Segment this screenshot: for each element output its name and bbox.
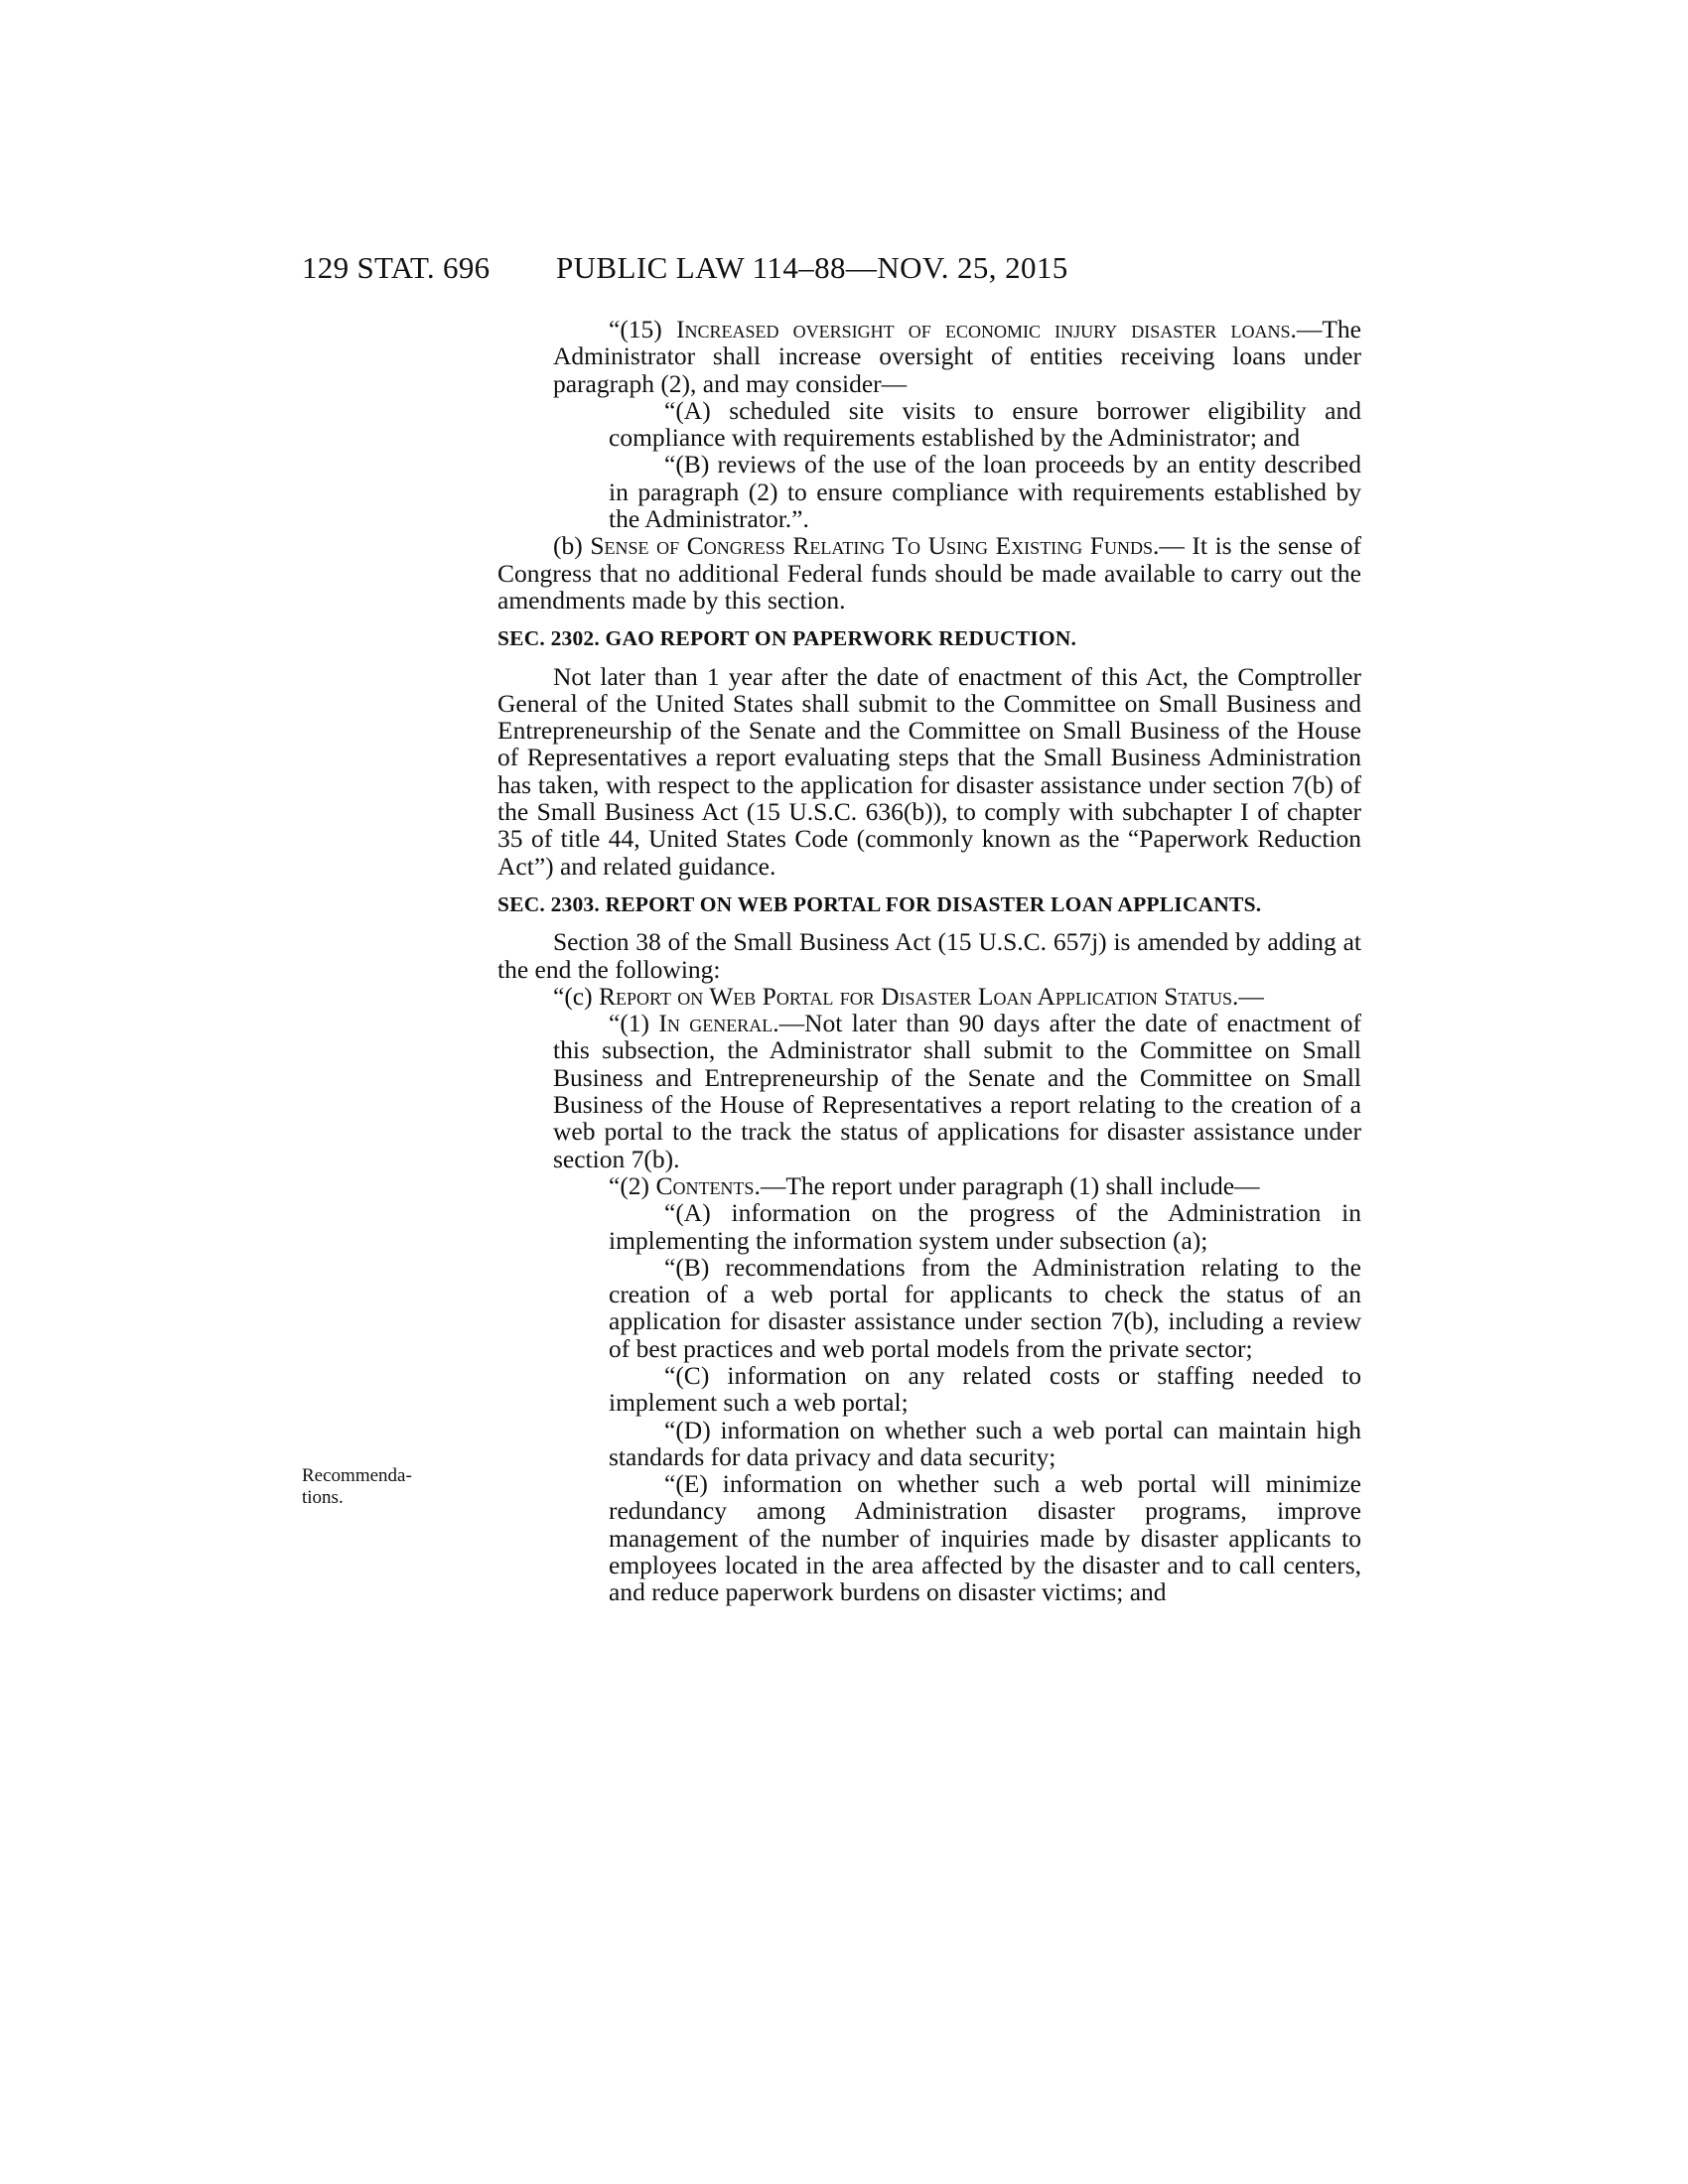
page-header bbox=[0, 250, 1688, 290]
paragraph-15-title: Increased oversight of economic injury disaster loans. bbox=[675, 315, 1297, 343]
subsection-c-title: Report on Web Portal for Disaster Loan Application Status. bbox=[599, 981, 1239, 1011]
paragraph-15 bbox=[497, 316, 1361, 397]
paragraph-c-1-number: “(1) bbox=[609, 1009, 659, 1038]
paragraph-c-2-a: “(A) information on the progress of the Administration in implementing the information system under subsection (a); bbox=[609, 1198, 1361, 1255]
subsection-b bbox=[497, 532, 1361, 614]
paragraph-c-2-b: “(B) recommendations from the Administration relating to the creation of a web portal for applicants to check the status of an application for disaster assistance under section 7(b), including a review of best practices and web portal models from the private sector; bbox=[609, 1252, 1361, 1363]
paragraph-c-2-c: “(C) information on any related costs or staffing needed to implement such a web portal; bbox=[609, 1360, 1361, 1418]
paragraph-c-1-title: In general. bbox=[658, 1009, 779, 1038]
margin-note-line-1: Recommenda- bbox=[302, 1465, 412, 1486]
subsection-b-title: Sense of Congress Relating To Using Existing Funds. bbox=[590, 531, 1160, 561]
paragraph-c-2 bbox=[497, 1172, 1361, 1199]
paragraph-c-2-d: “(D) information on whether such a web portal can maintain high standards for data privacy and data security; bbox=[609, 1415, 1361, 1471]
subsection-b-number: (b) bbox=[553, 531, 591, 561]
section-2303-heading: SEC. 2303. REPORT ON WEB PORTAL FOR DISASTER LOAN APPLICANTS. bbox=[497, 891, 1262, 916]
section-2302-heading: SEC. 2302. GAO REPORT ON PAPERWORK REDUCTION. bbox=[497, 626, 1077, 651]
margin-note-line-2: tions. bbox=[302, 1487, 344, 1508]
section-2302-text: Not later than 1 year after the date of enactment of this Act, the Comptroller General of the United States shall submit to the Committee on Small Business and Entrepreneurship of the Senate and the Committee on Small Business of the House of Representatives a report evaluating steps that the Small Business Administration has taken, with respect to the application for disaster assistance under section 7(b) of the Small Business Act (15 U.S.C. 636(b)), to comply with subchapter I of chapter 35 of title 44, United States Code (commonly known as the “Paperwork Reduction Act”) and related guidance. bbox=[497, 661, 1361, 881]
paragraph-c-1-text: —Not later than 90 days after the date of enactment of this subsection, the Administrator shall submit to the Committee on Small Business and Entrepreneurship of the Senate and the Committee on Small Business of the House of Representatives a report relating to the creation of a web portal to the track the status of applications for disaster assistance under section 7(b). bbox=[553, 1009, 1362, 1173]
paragraph-c-2-number: “(2) bbox=[609, 1170, 656, 1200]
statute-citation: 129 STAT. 696 bbox=[302, 250, 491, 285]
paragraph-c-1 bbox=[497, 1010, 1361, 1172]
section-2303-intro: Section 38 of the Small Business Act (15 U.S.C. 657j) is amended by adding at the end the following: bbox=[497, 927, 1361, 984]
paragraph-c-2-e: “(E) information on whether such a web portal will minimize redundancy among Administration disaster programs, improve management of the number of inquiries made by disaster applicants to employees located in the area affected by the disaster and to call centers, and reduce paperwork burdens on disaster victims; and bbox=[609, 1469, 1361, 1607]
paragraph-c-2-text: —The report under paragraph (1) shall include— bbox=[760, 1170, 1260, 1200]
paragraph-15-a: “(A) scheduled site visits to ensure borrower eligibility and compliance with requirements established by the Administrator; and bbox=[609, 395, 1361, 453]
paragraph-15-text: —The Administrator shall increase oversight of entities receiving loans under paragraph (2), and may consider— bbox=[553, 315, 1361, 398]
subsection-c-number: “(c) bbox=[553, 981, 599, 1011]
running-head: PUBLIC LAW 114–88—NOV. 25, 2015 bbox=[556, 250, 1068, 285]
paragraph-15-number: “(15) bbox=[609, 315, 676, 343]
subsection-c-dash: — bbox=[1238, 981, 1264, 1011]
margin-note bbox=[302, 1465, 441, 1509]
paragraph-15-b: “(B) reviews of the use of the loan proceeds by an entity described in paragraph (2) to ensure compliance with requirements established by the Administrator.”. bbox=[609, 450, 1361, 534]
subsection-b-text: — It is the sense of Congress that no additional Federal funds should be made available to carry out the amendments made by this section. bbox=[497, 531, 1362, 614]
paragraph-c-2-title: Contents. bbox=[655, 1170, 761, 1200]
body-text bbox=[497, 316, 1361, 1606]
subsection-c bbox=[497, 983, 1361, 1010]
